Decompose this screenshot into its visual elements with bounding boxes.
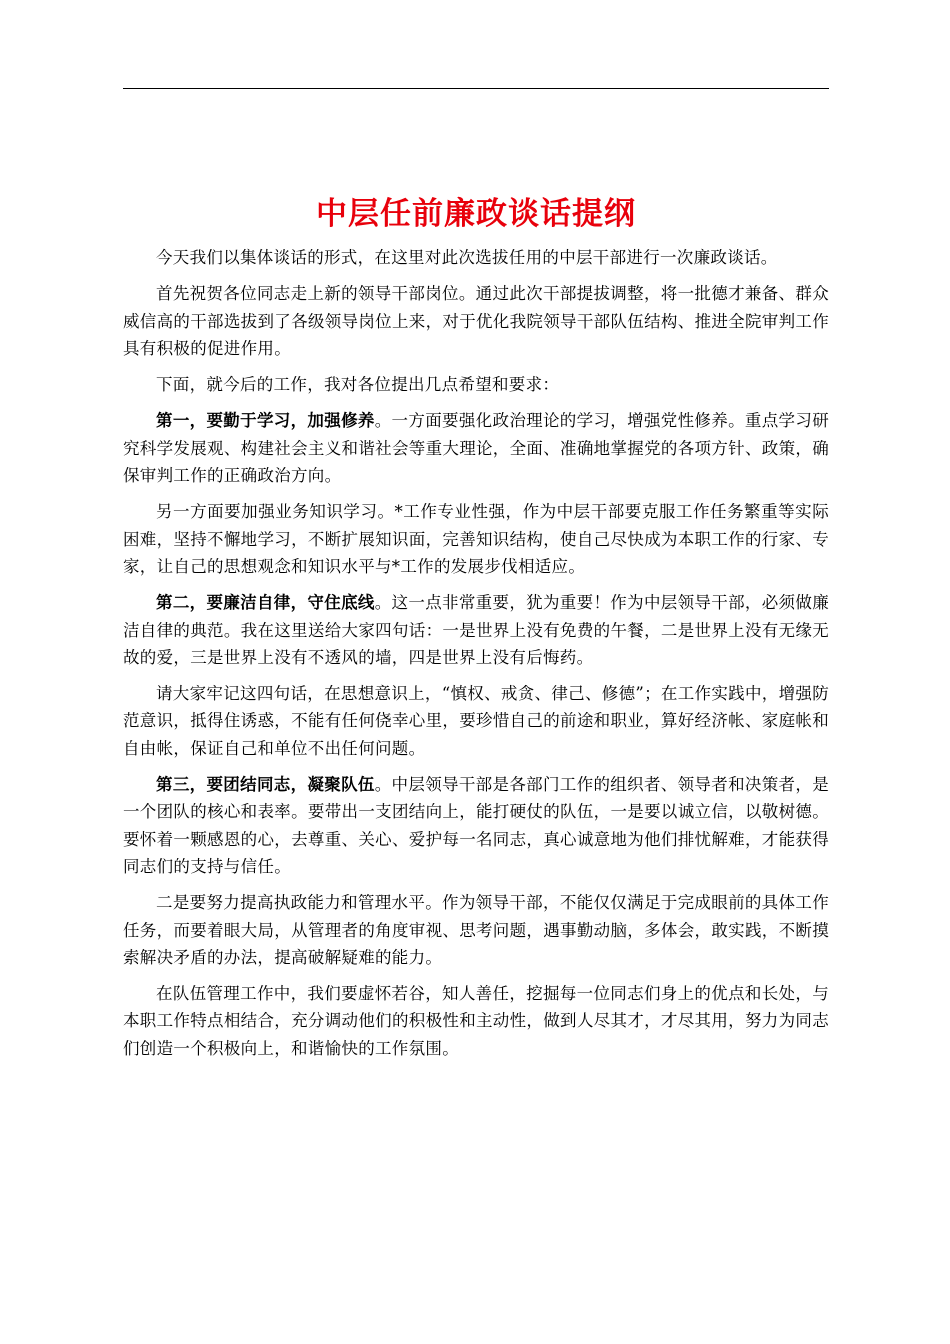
paragraph-text: 二是要努力提高执政能力和管理水平。作为领导干部，不能仅仅满足于完成眼前的具体工作任务，而要着眼大局，从管理者的角度审视、思考问题，遇事勤动脑，多体会，敢实践，不断摸索解决矛盾的办法，提高破解疑难的能力。 xyxy=(123,893,829,967)
document-body xyxy=(123,244,829,1071)
paragraph-text: 。这一点非常重要，犹为重要！作为中层领导干部，必须做廉洁自律的典范。我在这里送给大家四句话：一是世界上没有免费的午餐，二是世界上没有无缘无故的爱，三是世界上没有不透风的墙，四是世界上没有后悔药。 xyxy=(123,593,829,667)
paragraph-text: 。中层领导干部是各部门工作的组织者、领导者和决策者，是一个团队的核心和表率。要带出一支团结向上，能打硬仗的队伍，一是要以诚立信，以敬树德。要怀着一颗感恩的心，去尊重、关心、爱护每一名同志，真心诚意地为他们排忧解难，才能获得同志们的支持与信任。 xyxy=(123,775,829,876)
paragraph-text: 另一方面要加强业务知识学习。*工作专业性强，作为中层干部要克服工作任务繁重等实际困难，坚持不懈地学习，不断扩展知识面，完善知识结构，使自己尽快成为本职工作的行家、专家，让自己的思想观念和知识水平与*工作的发展步伐相适应。 xyxy=(123,502,829,576)
paragraph-lead: 第三，要团结同志，凝聚队伍 xyxy=(156,775,375,795)
paragraph xyxy=(123,498,829,580)
paragraph xyxy=(123,680,829,762)
document-title: 中层任前廉政谈话提纲 xyxy=(316,196,636,232)
paragraph-text: 下面，就今后的工作，我对各位提出几点希望和要求： xyxy=(156,375,560,395)
paragraph xyxy=(123,980,829,1062)
header-rule xyxy=(123,88,829,89)
paragraph-text: 今天我们以集体谈话的形式，在这里对此次选拔任用的中层干部进行一次廉政谈话。 xyxy=(156,248,778,267)
paragraph xyxy=(123,280,829,362)
paragraph-text: 请大家牢记这四句话，在思想意识上，“慎权、戒贪、律己、修德”；在工作实践中，增强防范意识，抵得住诱惑，不能有任何侥幸心里，要珍惜自己的前途和职业，算好经济帐、家庭帐和自由帐，保证自己和单位不出任何问题。 xyxy=(123,684,829,758)
paragraph xyxy=(123,244,829,271)
paragraph-text: 在队伍管理工作中，我们要虚怀若谷，知人善任，挖掘每一位同志们身上的优点和长处，与本职工作特点相结合，充分调动他们的积极性和主动性，做到人尽其才，才尽其用，努力为同志们创造一个积极向上，和谐愉快的工作氛围。 xyxy=(123,984,829,1058)
paragraph-text: 首先祝贺各位同志走上新的领导干部岗位。通过此次干部提拔调整，将一批德才兼备、群众威信高的干部选拔到了各级领导岗位上来，对于优化我院领导干部队伍结构、推进全院审判工作具有积极的促进作用。 xyxy=(123,284,829,358)
paragraph xyxy=(123,589,829,671)
paragraph xyxy=(123,371,829,398)
paragraph xyxy=(123,889,829,971)
paragraph xyxy=(123,771,829,880)
paragraph-lead: 第二，要廉洁自律，守住底线 xyxy=(156,593,375,613)
paragraph-lead: 第一，要勤于学习，加强修养 xyxy=(156,411,375,431)
paragraph xyxy=(123,407,829,489)
paragraph-text: 。一方面要强化政治理论的学习，增强党性修养。重点学习研究科学发展观、构建社会主义和谐社会等重大理论，全面、准确地掌握党的各项方针、政策，确保审判工作的正确政治方向。 xyxy=(123,411,829,486)
